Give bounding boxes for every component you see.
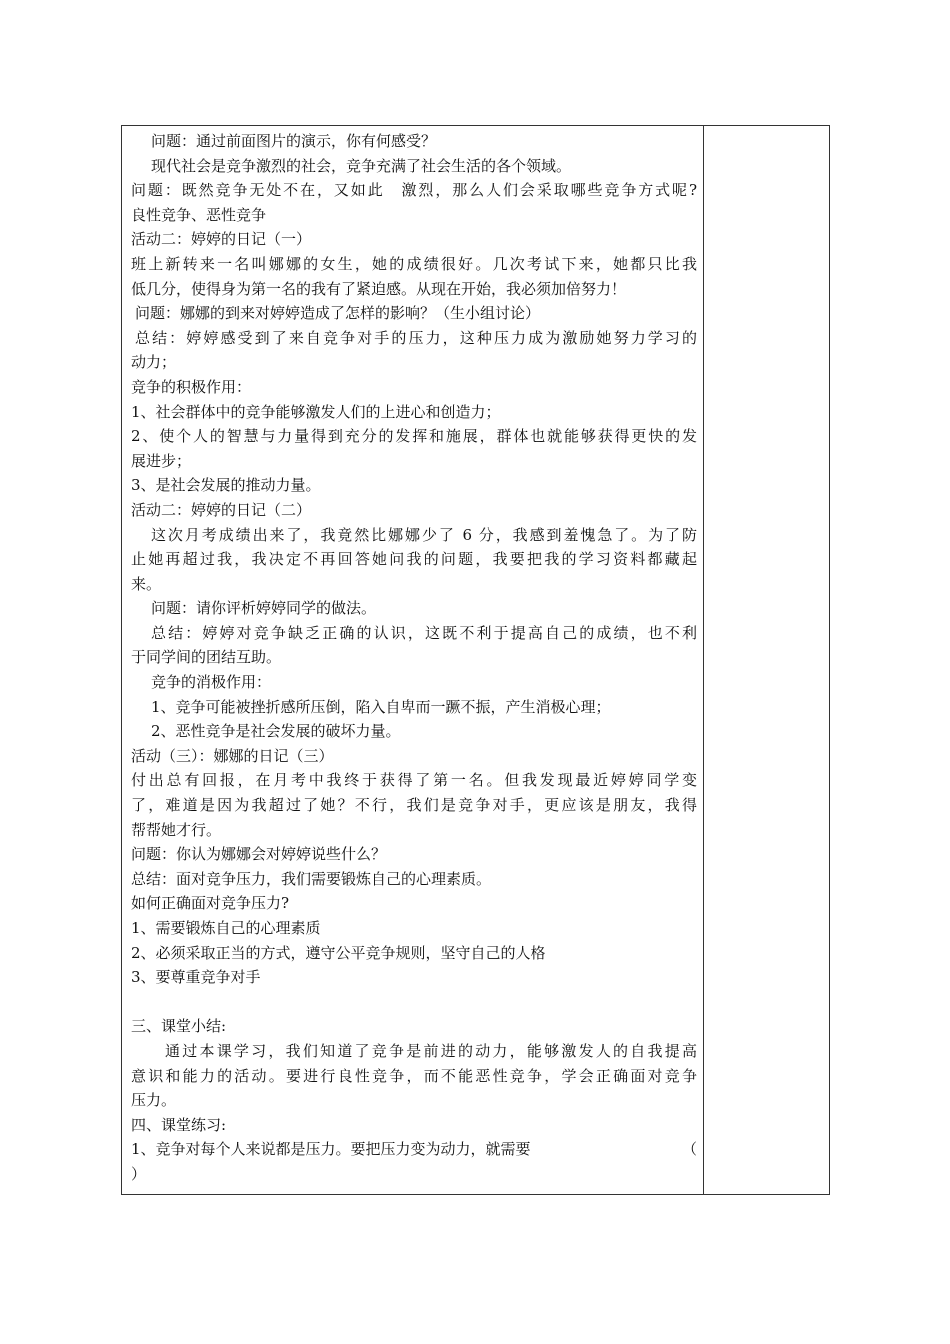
section-heading: 活动二：婷婷的日记（一） (131, 230, 312, 249)
blank-line (131, 990, 697, 1015)
text-line: 通过本课学习，我们知道了竞争是前进的动力，能够激发人的自我提高 (165, 1041, 697, 1060)
text-line: 总结：面对竞争压力，我们需要锻炼自己的心理素质。 (131, 869, 492, 888)
section-heading: 三、课堂小结: (131, 1017, 227, 1036)
text-line: 3、是社会发展的推动力量。 (131, 476, 321, 495)
exercise-question (131, 1137, 697, 1162)
text-line: 问题：既然竞争无处不在，又如此 激烈，那么人们会采取哪些竞争方式呢? (131, 181, 697, 200)
text-line: 如何正确面对竞争压力? (131, 894, 290, 913)
text-line: 2、恶性竞争是社会发展的破坏力量。 (151, 722, 401, 741)
section-heading: 四、课堂练习: (131, 1115, 227, 1134)
text-line: 1、需要锻炼自己的心理素质 (131, 919, 321, 937)
text-line: 问题：通过前面图片的演示，你有何感受？ (151, 132, 437, 150)
text-line: 2、使个人的智慧与力量得到充分的发挥和施展，群体也就能够获得更快的发 (131, 427, 697, 446)
text-line: 压力。 (131, 1091, 177, 1110)
text-line: 1、社会群体中的竞争能够激发人们的上进心和创造力； (131, 402, 501, 421)
answer-paren-open: （ (681, 1140, 697, 1159)
text-line: 动力； (131, 353, 177, 372)
text-line: 2、必须采取正当的方式，遵守公平竞争规则，坚守自己的人格 (131, 943, 546, 962)
lesson-content-cell (131, 129, 697, 1187)
text-line: 总结：婷婷对竞争缺乏正确的认识，这既不利于提高自己的成绩，也不利 (151, 623, 697, 642)
column-divider (703, 126, 704, 1194)
text-line: 了，难道是因为我超过了她？不行，我们是竞争对手，更应该是朋友，我得 (131, 796, 697, 815)
text-line: 竞争的积极作用： (131, 377, 252, 396)
lesson-table (121, 125, 830, 1195)
text-line: 付出总有回报，在月考中我终于获得了第一名。但我发现最近婷婷同学变 (131, 771, 697, 790)
text-line: 意识和能力的活动。要进行良性竞争，而不能恶性竞争，学会正确面对竞争 (131, 1066, 697, 1085)
section-heading: 活动二：婷婷的日记（二） (131, 500, 312, 519)
text-line: 低几分，使得身为第一名的我有了紧迫感。从现在开始，我必须加倍努力！ (131, 279, 627, 298)
text-line: 帮帮她才行。 (131, 820, 222, 839)
text-line: 1、竞争可能被挫折感所压倒，陷入自卑而一蹶不振，产生消极心理； (151, 697, 611, 716)
text-line: 于同学间的团结互助。 (131, 648, 282, 667)
text-line: 止她再超过我，我决定不再回答她问我的问题，我要把我的学习资料都藏起 (131, 550, 697, 569)
text-line: 来。 (131, 574, 162, 593)
text-line: 问题：请你评析婷婷同学的做法。 (151, 599, 377, 618)
text-line: 3、要尊重竞争对手 (131, 968, 261, 987)
text-line: 问题：娜娜的到来对婷婷造成了怎样的影响？（生小组讨论） (135, 304, 541, 323)
text-line: 现代社会是竞争激烈的社会，竞争充满了社会生活的各个领域。 (151, 156, 572, 175)
section-heading: 活动（三）：娜娜的日记（三） (131, 746, 334, 765)
text-line: 展进步； (131, 451, 192, 470)
text-line: 问题：你认为娜娜会对婷婷说些什么？ (131, 845, 387, 864)
text-line: 这次月考成绩出来了，我竟然比娜娜少了 6 分，我感到羞愧急了。为了防 (151, 525, 697, 544)
text-line: 竞争的消极作用： (151, 673, 272, 692)
text-line: 良性竞争、恶性竞争 (131, 205, 267, 224)
question-text: 1、竞争对每个人来说都是压力。要把压力变为动力，就需要 (131, 1140, 531, 1159)
text-line: 总结：婷婷感受到了来自竞争对手的压力，这种压力成为激励她努力学习的 (135, 328, 697, 347)
text-line: 班上新转来一名叫娜娜的女生，她的成绩很好。几次考试下来，她都只比我 (131, 254, 697, 273)
answer-paren-close: ） (131, 1164, 147, 1183)
